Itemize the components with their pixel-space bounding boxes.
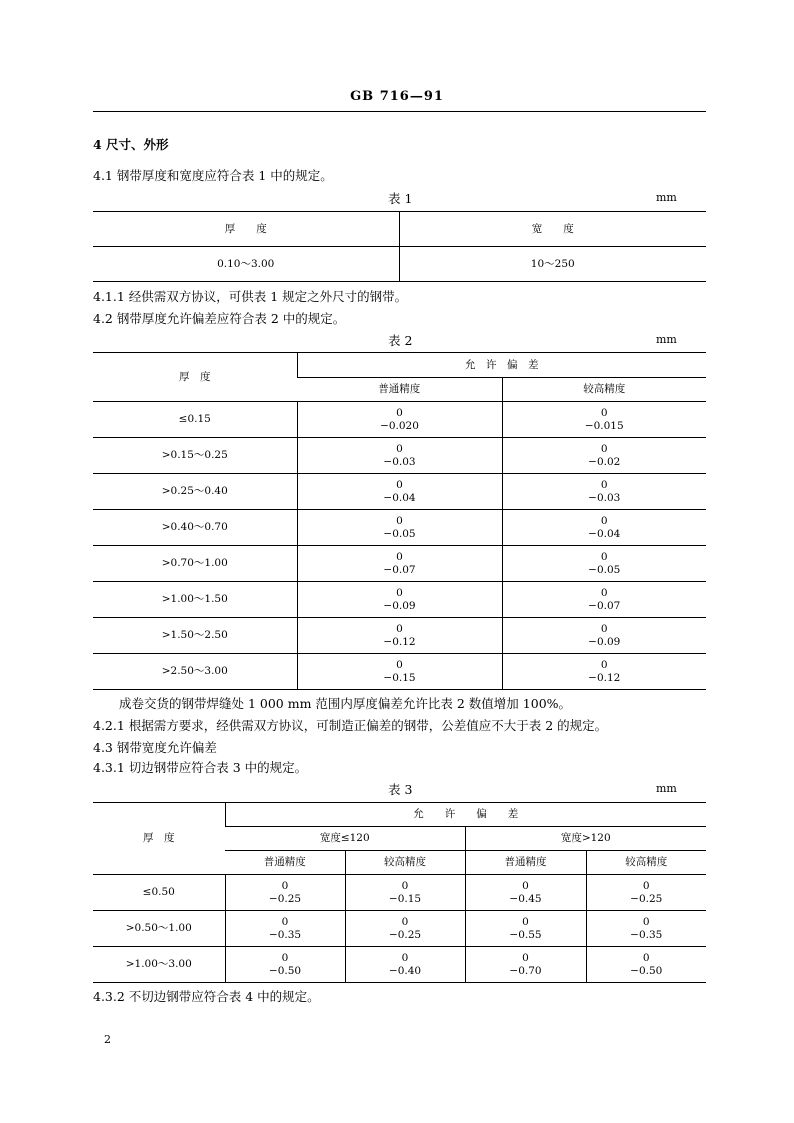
tolerance-lower: −0.50 xyxy=(630,964,663,977)
tolerance-lower: −0.12 xyxy=(383,635,416,648)
tolerance-lower: −0.15 xyxy=(388,892,422,905)
table3-unit: mm xyxy=(656,782,677,795)
section-4-3-1: 4.3.1 切边钢带应符合表 3 中的规定。 xyxy=(93,760,308,775)
table-row xyxy=(93,402,706,438)
table3-cell xyxy=(345,875,465,911)
table2-cell-normal xyxy=(297,546,502,582)
standard-header: GB 716—91 xyxy=(350,89,444,104)
section-4-2-1: 4.2.1 根据需方要求，经供需双方协议，可制造正偏差的钢带，公差值应不大于表 2 的规定。 xyxy=(93,718,608,733)
table3-cell xyxy=(586,875,706,911)
tolerance-upper: 0 xyxy=(396,478,403,491)
table2-cell-thickness: >2.50～3.00 xyxy=(93,654,297,690)
table2-header-tolerance: 允 许 偏 差 xyxy=(297,353,706,378)
tolerance-upper: 0 xyxy=(396,658,403,671)
tolerance-lower: −0.70 xyxy=(509,964,542,977)
tolerance-upper: 0 xyxy=(522,879,529,892)
tolerance-upper: 0 xyxy=(396,586,403,599)
tolerance-lower: −0.40 xyxy=(388,964,422,977)
tolerance-upper: 0 xyxy=(401,951,409,964)
table1-cell-thickness: 0.10～3.00 xyxy=(93,247,399,282)
section-4-1: 4.1 钢带厚度和宽度应符合表 1 中的规定。 xyxy=(93,168,333,183)
table2-cell-normal xyxy=(297,402,502,438)
table2-cell-thickness: >0.70～1.00 xyxy=(93,546,297,582)
table-row xyxy=(93,438,706,474)
table3-cell xyxy=(465,875,586,911)
table2-cell-normal xyxy=(297,510,502,546)
table-row xyxy=(93,582,706,618)
tolerance-lower: −0.25 xyxy=(630,892,663,905)
table2-cell-high xyxy=(502,402,706,438)
table2-cell-high xyxy=(502,438,706,474)
table-row xyxy=(93,474,706,510)
table2-cell-normal xyxy=(297,618,502,654)
table3-header-thickness: 厚 度 xyxy=(93,803,225,875)
table2-cell-thickness: ≤0.15 xyxy=(93,402,297,438)
tolerance-lower: −0.25 xyxy=(388,928,422,941)
table2-cell-high xyxy=(502,546,706,582)
tolerance-upper: 0 xyxy=(600,406,608,419)
table2 xyxy=(93,352,706,690)
table2-cell-normal xyxy=(297,654,502,690)
table3-header-high: 较高精度 xyxy=(345,851,465,875)
tolerance-lower: −0.05 xyxy=(383,527,416,540)
table3-header-normal: 普通精度 xyxy=(465,851,586,875)
table3-cell xyxy=(345,911,465,947)
tolerance-lower: −0.15 xyxy=(383,671,416,684)
table3-cell xyxy=(586,911,706,947)
table2-header-normal: 普通精度 xyxy=(297,378,502,402)
tolerance-upper: 0 xyxy=(600,442,608,455)
section-4-heading: 4 尺寸、外形 xyxy=(93,137,169,152)
table2-cell-thickness: >1.00～1.50 xyxy=(93,582,297,618)
section-4-2: 4.2 钢带厚度允许偏差应符合表 2 中的规定。 xyxy=(93,311,346,326)
table2-header-high: 较高精度 xyxy=(502,378,706,402)
tolerance-lower: −0.35 xyxy=(268,928,302,941)
table-row xyxy=(93,546,706,582)
table1 xyxy=(93,211,706,282)
tolerance-upper: 0 xyxy=(642,951,650,964)
tolerance-upper: 0 xyxy=(522,951,529,964)
tolerance-upper: 0 xyxy=(522,915,529,928)
tolerance-lower: −0.03 xyxy=(588,491,621,504)
table3-cell-thickness: >0.50～1.00 xyxy=(93,911,225,947)
tolerance-lower: −0.12 xyxy=(588,671,621,684)
tolerance-upper: 0 xyxy=(600,622,608,635)
table2-cell-thickness: >1.50～2.50 xyxy=(93,618,297,654)
tolerance-upper: 0 xyxy=(600,514,608,527)
tolerance-upper: 0 xyxy=(642,915,650,928)
tolerance-upper: 0 xyxy=(642,879,650,892)
tolerance-upper: 0 xyxy=(396,550,403,563)
table2-cell-high xyxy=(502,654,706,690)
tolerance-lower: −0.09 xyxy=(588,635,621,648)
tolerance-upper: 0 xyxy=(396,406,403,419)
table3-header-width-le-120: 宽度≤120 xyxy=(225,827,465,851)
table3-cell xyxy=(345,947,465,983)
table2-cell-thickness: >0.40～0.70 xyxy=(93,510,297,546)
tolerance-lower: −0.07 xyxy=(588,599,621,612)
table2-cell-normal xyxy=(297,582,502,618)
tolerance-lower: −0.015 xyxy=(584,419,624,432)
table3-cell xyxy=(586,947,706,983)
table1-cell-width: 10～250 xyxy=(399,247,706,282)
tolerance-upper: 0 xyxy=(401,879,409,892)
tolerance-upper: 0 xyxy=(600,550,608,563)
tolerance-lower: −0.03 xyxy=(383,455,416,468)
tolerance-lower: −0.09 xyxy=(383,599,416,612)
table1-unit: mm xyxy=(656,191,677,204)
table-row xyxy=(93,947,706,983)
table2-caption: 表 2 xyxy=(388,333,413,348)
table2-cell-high xyxy=(502,618,706,654)
tolerance-upper: 0 xyxy=(396,442,403,455)
table1-header-width: 宽 度 xyxy=(399,212,706,247)
table-row xyxy=(93,654,706,690)
table2-header-thickness: 厚 度 xyxy=(93,353,297,402)
table3-cell xyxy=(225,875,345,911)
section-4-3: 4.3 钢带宽度允许偏差 xyxy=(93,740,217,755)
table2-cell-thickness: >0.25～0.40 xyxy=(93,474,297,510)
tolerance-lower: −0.04 xyxy=(588,527,621,540)
table3-header-high: 较高精度 xyxy=(586,851,706,875)
table3-cell xyxy=(465,911,586,947)
table3-header-normal: 普通精度 xyxy=(225,851,345,875)
tolerance-lower: −0.55 xyxy=(509,928,542,941)
tolerance-upper: 0 xyxy=(396,622,403,635)
tolerance-upper: 0 xyxy=(281,951,289,964)
section-4-1-1: 4.1.1 经供需双方协议，可供表 1 规定之外尺寸的钢带。 xyxy=(93,289,408,304)
table3-header-tolerance: 允 许 偏 差 xyxy=(225,803,706,827)
tolerance-upper: 0 xyxy=(600,478,608,491)
table1-caption: 表 1 xyxy=(388,191,413,206)
table2-unit: mm xyxy=(656,333,677,346)
tolerance-lower: −0.04 xyxy=(383,491,416,504)
tolerance-lower: −0.35 xyxy=(630,928,663,941)
tolerance-lower: −0.25 xyxy=(268,892,302,905)
header-rule xyxy=(93,111,706,112)
table2-cell-high xyxy=(502,582,706,618)
table1-header-thickness: 厚 度 xyxy=(93,212,399,247)
tolerance-lower: −0.02 xyxy=(588,455,621,468)
table3-caption: 表 3 xyxy=(388,782,413,797)
page-number: 2 xyxy=(104,1033,111,1046)
table2-cell-normal xyxy=(297,474,502,510)
table2-cell-high xyxy=(502,510,706,546)
table2-cell-normal xyxy=(297,438,502,474)
table-row xyxy=(93,510,706,546)
weld-note: 成卷交货的钢带焊缝处 1 000 mm 范围内厚度偏差允许比表 2 数值增加 100%。 xyxy=(119,696,572,711)
tolerance-upper: 0 xyxy=(281,879,289,892)
tolerance-lower: −0.50 xyxy=(268,964,302,977)
tolerance-lower: −0.020 xyxy=(380,419,419,432)
table3-cell-thickness: >1.00～3.00 xyxy=(93,947,225,983)
table3-cell-thickness: ≤0.50 xyxy=(93,875,225,911)
table3-cell xyxy=(225,947,345,983)
tolerance-upper: 0 xyxy=(600,586,608,599)
tolerance-lower: −0.07 xyxy=(383,563,416,576)
table-row xyxy=(93,911,706,947)
tolerance-upper: 0 xyxy=(396,514,403,527)
table-row xyxy=(93,618,706,654)
table-row xyxy=(93,875,706,911)
tolerance-lower: −0.45 xyxy=(509,892,542,905)
table2-cell-thickness: >0.15～0.25 xyxy=(93,438,297,474)
tolerance-upper: 0 xyxy=(401,915,409,928)
table3-cell xyxy=(225,911,345,947)
table2-cell-high xyxy=(502,474,706,510)
tolerance-upper: 0 xyxy=(600,658,608,671)
table3-cell xyxy=(465,947,586,983)
section-4-3-2: 4.3.2 不切边钢带应符合表 4 中的规定。 xyxy=(93,989,320,1004)
tolerance-upper: 0 xyxy=(281,915,289,928)
tolerance-lower: −0.05 xyxy=(588,563,621,576)
table3-header-width-gt-120: 宽度>120 xyxy=(465,827,706,851)
table3 xyxy=(93,802,706,983)
